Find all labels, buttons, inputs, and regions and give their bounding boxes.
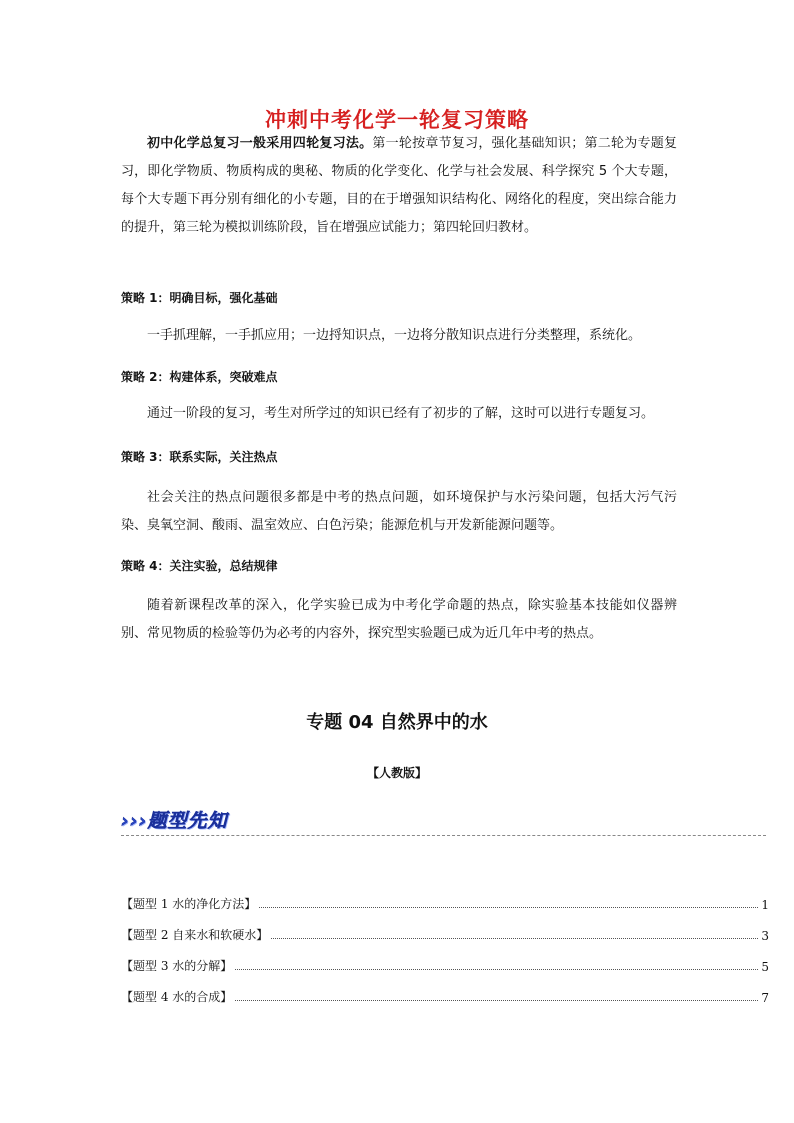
toc-item-label: 【题型 3 水的分解】	[121, 959, 233, 973]
topic-title: 专题 04 自然界中的水	[306, 712, 488, 733]
dashed-divider	[121, 835, 766, 836]
toc-item[interactable]	[121, 956, 769, 974]
intro-lead: 初中化学总复习一般采用四轮复习法。	[147, 136, 373, 151]
toc-leader-dots	[235, 969, 758, 970]
strategy-3-heading: 策略 3：联系实际，关注热点	[121, 450, 278, 464]
toc-item-page: 1	[761, 898, 769, 912]
document-title: 冲刺中考化学一轮复习策略	[265, 108, 529, 132]
intro-paragraph	[121, 130, 677, 242]
toc-item-page: 7	[761, 991, 769, 1005]
toc-item-label: 【题型 4 水的合成】	[121, 990, 233, 1004]
toc-item[interactable]	[121, 894, 769, 912]
toc-item-label: 【题型 1 水的净化方法】	[121, 897, 257, 911]
strategy-4-text: 随着新课程改革的深入，化学实验已成为中考化学命题的热点，除实验基本技能如仪器辨别、常见物质的检验等仍为必考的内容外，探究型实验题已成为近几年中考的热点。	[121, 598, 677, 641]
intro-text: 第一轮按章节复习，强化基础知识；第二轮为专题复习，即化学物质、物质构成的奥秘、物质的化学变化、化学与社会发展、科学探究 5 个大专题，每个大专题下再分别有细化的小专题，目的在于增强知识结构化、网络化的程度，突出综合能力的提升，第三轮为模拟训练阶段，旨在增强应试能力；第四轮回归教材。	[121, 136, 677, 235]
toc-leader-dots	[271, 938, 758, 939]
strategy-1-heading: 策略 1：明确目标，强化基础	[121, 291, 278, 305]
toc-leader-dots	[235, 1000, 758, 1001]
toc-leader-dots	[259, 907, 758, 908]
strategy-1-text: 一手抓理解，一手抓应用；一边捋知识点，一边将分散知识点进行分类整理，系统化。	[147, 328, 642, 343]
toc-item[interactable]	[121, 987, 769, 1005]
toc-item-page: 3	[761, 929, 769, 943]
edition-label: 【人教版】	[366, 766, 427, 780]
toc-item-page: 5	[761, 960, 769, 974]
strategy-4-heading: 策略 4：关注实验，总结规律	[121, 559, 278, 573]
toc-item-label: 【题型 2 自来水和软硬水】	[121, 928, 269, 942]
strategy-2-heading: 策略 2：构建体系，突破难点	[121, 370, 278, 384]
section-banner: ›››题型先知	[121, 810, 228, 832]
strategy-2-text: 通过一阶段的复习，考生对所学过的知识已经有了初步的了解，这时可以进行专题复习。	[147, 406, 655, 421]
toc-item[interactable]	[121, 925, 769, 943]
strategy-3-text: 社会关注的热点问题很多都是中考的热点问题，如环境保护与水污染问题，包括大污气污染、臭氧空洞、酸雨、温室效应、白色污染；能源危机与开发新能源问题等。	[121, 490, 677, 533]
